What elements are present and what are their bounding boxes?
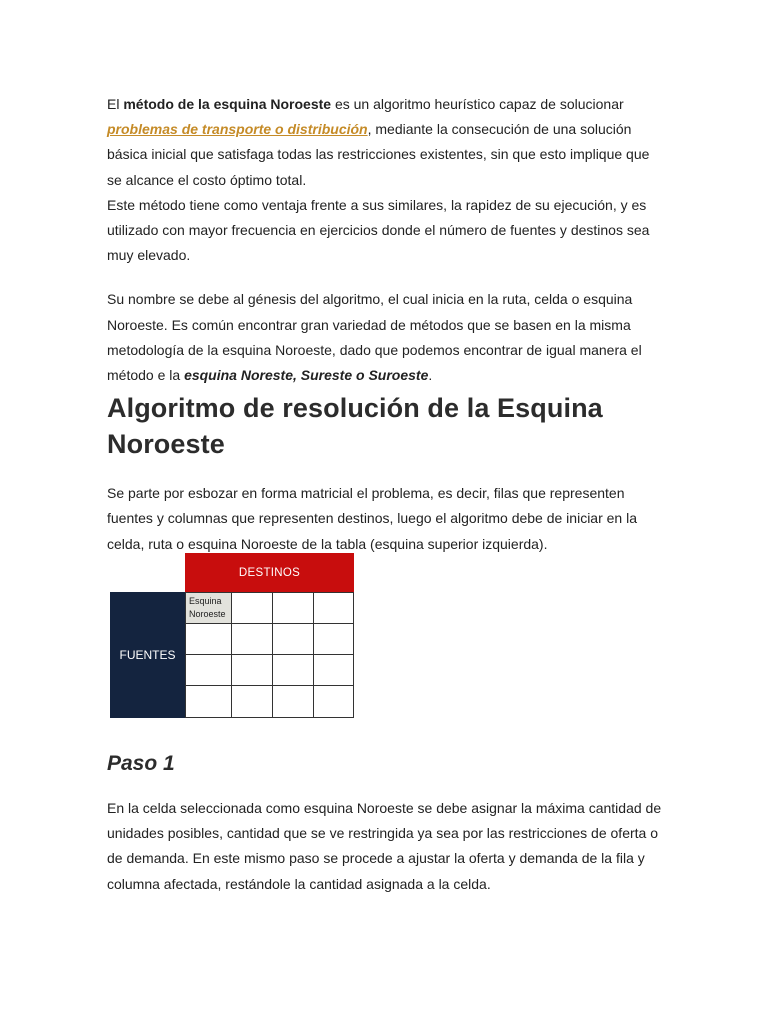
matrix-cell (314, 686, 354, 718)
intro-paragraph-2: Este método tiene como ventaja frente a sus similares, la rapidez de su ejecución, y es utilizado con mayor frecuencia en ejercicios donde el número de fuentes y destinos sea muy elevado. (107, 196, 650, 264)
intro-paragraph-3 (107, 287, 667, 388)
matrix-cell (232, 593, 273, 624)
intro-text: es un algoritmo heurístico capaz de solucionar (331, 96, 624, 112)
method-name: método de la esquina Noroeste (123, 96, 332, 112)
matrix-cell (273, 686, 314, 718)
matrix-cell (314, 655, 354, 686)
matrix-cell (232, 686, 273, 718)
fuentes-label: FUENTES (110, 592, 185, 718)
matrix-cell (186, 624, 232, 655)
matrix-cell (314, 624, 354, 655)
matrix-cell (273, 655, 314, 686)
algorithm-paragraph: Se parte por esbozar en forma matricial el problema, es decir, filas que representen fuentes y columnas que representen destinos, luego el algoritmo debe de iniciar en la celda, ruta o esquina Noroeste de la tabla (esquina superior izquierda). (107, 485, 637, 552)
intro-text: Su nombre se debe al génesis del algoritmo, el cual inicia en la ruta, celda o esquina Noroeste. Es común encontrar gran variedad de métodos que se basen en la misma metodología de la esquina Noroeste, dado que podemos encontrar de igual manera el método e la (107, 291, 642, 384)
algorithm-heading: Algoritmo de resolución de la Esquina Noroeste (107, 393, 603, 460)
matrix-cell (186, 655, 232, 686)
destinos-header: DESTINOS (185, 553, 354, 592)
northwest-corner-cell (186, 593, 232, 624)
transport-problems-link[interactable]: problemas de transporte o distribución (107, 121, 368, 138)
article-body (107, 92, 667, 557)
matrix-cell (186, 686, 232, 718)
paso-1-paragraph: En la celda seleccionada como esquina Noroeste se debe asignar la máxima cantidad de unidades posibles, cantidad que se ve restringida ya sea por las restricciones de oferta o de demanda. En este mismo paso se procede a ajustar la oferta y demanda de la fila y columna afectada, restándole la cantidad asignada a la celda. (107, 800, 662, 892)
matrix-grid (185, 592, 354, 718)
matrix-cell (273, 593, 314, 624)
northwest-matrix-diagram (110, 553, 354, 718)
matrix-cell (273, 624, 314, 655)
matrix-cell (232, 624, 273, 655)
intro-text: . (428, 367, 433, 384)
matrix-cell (314, 593, 354, 624)
variants-name: esquina Noreste, Sureste o Suroeste (184, 367, 429, 384)
matrix-cell (232, 655, 273, 686)
paso-1-heading: Paso 1 (107, 752, 175, 775)
corner-label-2: Noroeste (189, 608, 226, 619)
intro-text: El (107, 96, 124, 112)
paso-1-body (107, 796, 667, 897)
intro-paragraph-1 (107, 92, 667, 193)
intro-text: , mediante la consecución de una solución básica inicial que satisfaga todas las restricciones existentes, sin que esto implique que se alcance el costo óptimo total. (107, 121, 650, 188)
corner-label-1: Esquina (189, 596, 222, 606)
